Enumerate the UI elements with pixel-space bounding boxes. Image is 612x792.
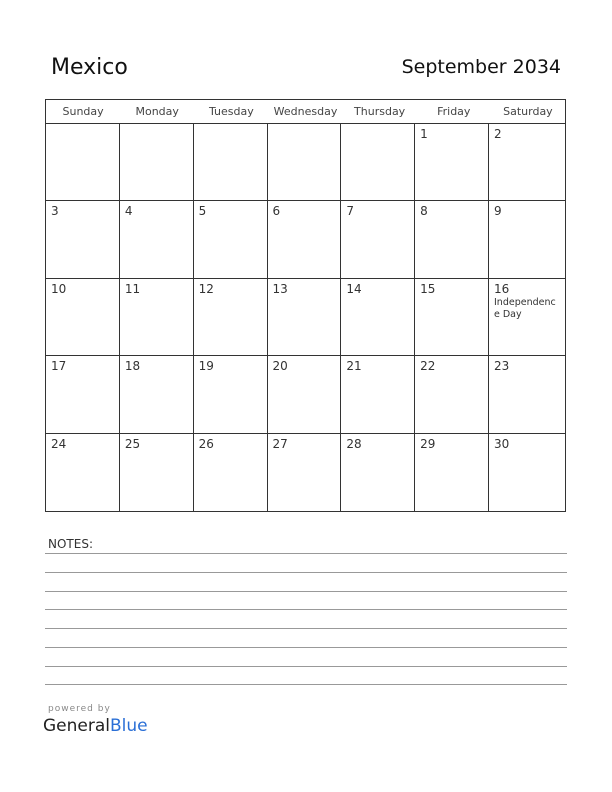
day-cell — [489, 201, 565, 278]
empty-day-cell — [194, 124, 268, 201]
day-cell — [415, 201, 489, 278]
day-cell — [46, 356, 120, 433]
note-line — [45, 572, 567, 573]
brand-general-text: General — [43, 716, 110, 736]
brand-blue-text: Blue — [110, 716, 148, 736]
day-cell — [194, 201, 268, 278]
day-number: 11 — [124, 281, 141, 296]
day-cell — [341, 279, 415, 356]
day-cell — [194, 356, 268, 433]
country-title: Mexico — [51, 55, 128, 80]
weekday-tuesday: Tuesday — [208, 105, 254, 118]
day-cell — [46, 434, 120, 511]
day-cell — [341, 356, 415, 433]
notes-label: NOTES: — [48, 537, 93, 551]
note-line — [45, 609, 567, 610]
holiday-label: Independence Day — [494, 296, 556, 320]
day-number: 13 — [272, 281, 288, 296]
day-cell — [268, 434, 342, 511]
day-cell — [489, 356, 565, 433]
day-cell — [489, 124, 565, 201]
day-number: 8 — [420, 204, 428, 219]
day-number: 7 — [346, 204, 354, 219]
day-cell — [268, 279, 342, 356]
day-number: 27 — [272, 436, 288, 451]
day-number: 12 — [198, 281, 214, 296]
day-number: 1 — [420, 127, 428, 141]
day-cells — [46, 124, 565, 511]
day-cell — [489, 434, 565, 511]
day-cell — [46, 201, 120, 278]
empty-day-cell — [268, 124, 342, 201]
powered-by-text: powered by — [48, 704, 111, 714]
day-cell — [415, 124, 489, 201]
generalblue-logo — [43, 716, 148, 736]
note-line — [45, 647, 567, 648]
day-number: 20 — [272, 359, 288, 374]
day-cell — [341, 434, 415, 511]
weekday-header-row — [46, 100, 565, 124]
day-cell — [341, 201, 415, 278]
day-cell — [120, 356, 194, 433]
weekday-wednesday: Wednesday — [273, 105, 338, 118]
day-number: 28 — [346, 436, 362, 451]
day-cell — [415, 356, 489, 433]
weekday-friday: Friday — [437, 105, 471, 118]
day-cell — [415, 279, 489, 356]
note-line — [45, 684, 567, 685]
day-number: 25 — [124, 436, 141, 451]
empty-day-cell — [46, 124, 120, 201]
day-number: 26 — [198, 436, 214, 451]
day-cell — [268, 201, 342, 278]
day-cell — [120, 279, 194, 356]
day-number: 16 — [494, 281, 510, 296]
day-number: 2 — [494, 127, 502, 141]
day-number: 10 — [51, 281, 67, 296]
day-cell — [46, 279, 120, 356]
day-cell — [120, 201, 194, 278]
day-number: 15 — [420, 281, 436, 296]
day-cell — [194, 279, 268, 356]
day-number: 4 — [124, 204, 133, 219]
month-title: September 2034 — [401, 56, 561, 78]
day-cell — [194, 434, 268, 511]
weekday-sunday: Sunday — [62, 105, 104, 118]
empty-day-cell — [120, 124, 194, 201]
day-cell — [489, 279, 565, 356]
day-number: 24 — [51, 436, 67, 451]
day-number: 6 — [272, 204, 281, 219]
day-number: 18 — [124, 359, 141, 374]
note-line — [45, 553, 567, 554]
day-number: 9 — [494, 204, 502, 219]
weekday-monday: Monday — [135, 105, 179, 118]
day-cell — [120, 434, 194, 511]
day-cell — [415, 434, 489, 511]
day-number: 19 — [198, 359, 214, 374]
day-number: 14 — [346, 281, 362, 296]
weekday-thursday: Thursday — [354, 105, 406, 118]
weekday-saturday: Saturday — [503, 105, 553, 118]
note-line — [45, 628, 567, 629]
day-number: 30 — [494, 436, 510, 451]
empty-day-cell — [341, 124, 415, 201]
day-number: 5 — [198, 204, 207, 219]
day-cell — [268, 356, 342, 433]
day-number: 21 — [346, 359, 362, 374]
day-number: 23 — [494, 359, 510, 374]
note-line — [45, 591, 567, 592]
day-number: 17 — [51, 359, 67, 374]
day-number: 22 — [420, 359, 436, 374]
day-number: 3 — [51, 204, 59, 219]
note-line — [45, 666, 567, 667]
day-number: 29 — [420, 436, 436, 451]
calendar-grid — [45, 99, 566, 512]
